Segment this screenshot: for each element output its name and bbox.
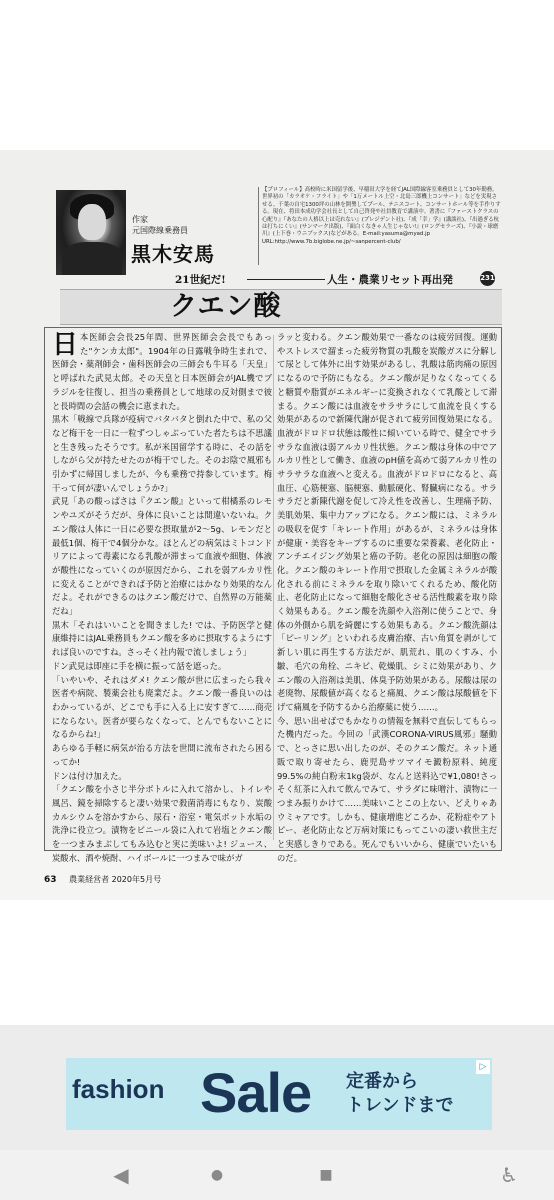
article-paragraph: 黒木「それはいいことを聞きました! では、予防医学と健康維持にはJAL乗務員もクエン酸を多めに摂取するようにすれば良いのですね。さっそく社内報で流しましょう」 xyxy=(52,619,272,658)
series-rule xyxy=(247,279,325,280)
ad-banner[interactable] xyxy=(66,1058,492,1130)
series-number-badge: 231 xyxy=(480,271,495,286)
series-label: 21世紀だ! xyxy=(175,274,226,286)
adchoices-icon[interactable]: ▷ xyxy=(476,1060,490,1074)
publication-name: 農業経営者 2020年5月号 xyxy=(69,875,162,884)
ad-copy-line1: 定番から xyxy=(346,1071,418,1092)
author-role-line2: 元国際線乗務員 xyxy=(132,226,188,235)
article-column-right xyxy=(277,331,497,863)
drop-cap: 日 xyxy=(52,330,79,360)
top-blank-area xyxy=(0,0,554,150)
article-paragraph: 本医師会会長25年間、世界医師会会長でもあった"ケンカ太郎"。1904年の日露戦争時生まれで、医師会・薬剤師会・歯科医師会の三師会も牛耳る「天皇」と呼ばれた武見太郎。その天皇と日本医師会がJAL機でブラジルを往復し、担当の乗務員として地球の反対側まで彼と長時間の会話の機会に恵まれた。 xyxy=(52,332,272,411)
ad-sale-text: Sale xyxy=(200,1061,312,1124)
ad-copy-line2: トレンドまで xyxy=(346,1095,454,1116)
back-icon[interactable]: ◀ xyxy=(113,1163,129,1187)
article-paragraph: ドン武見は即座に手を横に振って話を遮った。 xyxy=(52,660,227,671)
accessibility-icon[interactable]: ♿ xyxy=(500,1163,518,1187)
article-paragraph: 今、思い出せばでもかなりの情報を無料で直伝してもらった機内だった。今回の「武漢CORONA-VIRUS風邪」騒動で、とっさに思い出したのが、そのクエン酸だ。ネット通販で取り寄せたら、鹿児島サツマイモ澱粉原料、純度99.5%の純白粉末1kg袋が、なんと送料込で¥1,080!さっそく紅茶に入れて飲んでみて、サラダに味噌汁、漬物に一つまみ振りかけて……美味いことこの上ない、どえりゃあウミャアです。しかも、健康増進どころか、花粉症やアトピー、老化防止など万病対策にもってこいの凄い救世主だと実感しきりである。死んでもいいから、健康でいたいものだ。 xyxy=(277,715,497,863)
system-nav-bar xyxy=(0,1150,554,1200)
author-name: 黒木安馬 xyxy=(131,242,215,266)
article-paragraph: 「いやいや、それはダメ! クエン酸が世に広まったら我々医者や病院、製薬会社も廃業だよ。クエン酸一番良いのはわかっているが、どこでも手に入る上に安すぎて……商売にならない。医者が要らなくなって、とんでもないことになるからね!」 xyxy=(52,674,272,740)
author-role-line1: 作家 xyxy=(132,215,148,224)
ad-copy xyxy=(346,1070,454,1118)
article-paragraph: 「クエン酸を小さじ半分ボトルに入れて溶かし、トイレや風呂、鏡を掃除すると凄い効果で殺菌消毒にもなり、炭酸カルシウムを溶かすから、尿石・浴室・電気ポット水垢の洗浄に役立つ。漬物をビニール袋に入れて岩塩とクエン酸を一つまみまぶしてもみ込むと実に美味いよ! ジュース、炭酸水、酒や焼酎、ハイボールに一つまみで味がガ xyxy=(52,784,272,863)
ad-brand: fashion xyxy=(72,1074,165,1104)
author-profile: 【プロフィール】高校時に米国留学後、早稲田大学を経てJAL国際線客室乗務員として30年勤務。世界初の「カラオケ・フライト」や「1万メートル上空・北島三郎機上コンサート」などを実現させる。千葉の自宅1300坪の山林を開墾してプール、テニスコート、コンサートホール等を手作りする。現在、将田本成功学会社長として自己啓発や社員教育で講演中。著書に『ファーストクラスの心配り』『あなたの人格以上は売れない』(プレジデント社)、『成「幸」学』(講談社)、『出過ぎる杭は打ちにくい』(サンマーク出版)、『面白くなきゃ人生じゃない!』(ロングセラーズ)、『小説・球磨川』(上下巻・ウニブックス)などがある。E-mail:yasuma@myad.jp URL:http://www.7b.biglobe.ne.jp/~sanpercent-club/ xyxy=(258,187,502,265)
series-title: 人生・農業リセット再出発 xyxy=(327,274,453,286)
column-divider xyxy=(273,335,274,840)
author-role xyxy=(132,214,188,236)
author-photo xyxy=(56,190,126,275)
article-paragraph: 武見「あの酸っぱさは『クエン酸』といって柑橘系のレモンやユズがそうだが、身体に良いことは間違いないね。クエン酸は人体に一日に必要な摂取量が2〜5g、レモンだと最低1個、梅干で4個分かな。ほとんどの病気はミトコンドリアによって毒素になる乳酸が滞まって血液や細胞、体液が酸性になっていくのが原因だから、これを弱アルカリ性に変えることができれば予防と治療にはかなり効果的なんだよ。それができるのはクエン酸だけで、自然界の万能薬だね」 xyxy=(52,496,272,617)
article-paragraph: ラッと変わる。クエン酸効果で一番なのは疲労回復。運動やストレスで溜まった疲労物質の乳酸を炭酸ガスに分解して尿として体外に出す効果があるし、乳酸は筋肉痛の原因になるので予防にもなる。クエン酸が足りなくなってくると糖質や脂質がエネルギーに変換されなくて乳酸として滞まる。クエン酸には血液をサラサラにして血流を良くする効果があるので新陳代謝が促されて疲労回復効果になる。血液がドロドロ状態は酸性に傾いている時で、健全でサラサラな血液は弱アルカリ性状態。クエン酸は身体の中でアルカリ性として働き、血液のpH値を高めて弱アルカリ性のサラサラな血液へと変える。血液がドロドロになると、高血圧、心筋梗塞、脳梗塞、動脈硬化、腎臓病になる。サラサラだと新陳代謝を促して冷え性を改善し、生理痛予防、美肌効果、集中力アップになる。クエン酸には、ミネラルの吸収を促す「キレート作用」があるが、ミネラルは身体が健康・美容をキープするのに重要な栄養素、老化防止・アンチエイジング効果と癌の予防。老化の原因は細胞の酸化。クエン酸のキレート作用で摂取した金属ミネラルが酸化される前にミネラルを取り除いてくれるため、酸化防止、老化防止になって細胞を酸化させる活性酸素を取り除く効果もある。クエン酸を洗顔や入浴剤に使うことで、身体の外側から肌を綺麗にする効果もある。クエン酸洗顔は「ピーリング」といわれる皮膚治療、古い角質を剥がして新しい肌に再生する方法だが、肌荒れ、肌のくすみ、小皺、毛穴の角栓、ニキビ、乾燥肌、シミに効果があり、クエン酸の入浴剤は美肌、体臭予防効果がある。尿酸は尿の老廃物、尿酸値が高くなると痛風、クエン酸は尿酸値を下げて痛風を予防するから治療薬に使う……。 xyxy=(277,332,497,712)
article-column-left xyxy=(52,330,272,863)
series-header xyxy=(175,270,499,288)
recent-apps-icon[interactable]: ■ xyxy=(319,1167,333,1183)
article-paragraph: ドンは付け加えた。 xyxy=(52,770,127,781)
page-footer xyxy=(44,874,161,885)
headline: クエン酸 xyxy=(170,291,282,322)
article-paragraph: あらゆる手軽に病気が治る方法を世間に流布されたら困るってか! xyxy=(52,743,272,767)
home-icon[interactable]: ● xyxy=(210,1167,224,1183)
article-paragraph: 黒木「戦線で兵隊が疫病でバタバタと倒れた中で、私の父など梅干を一日に一粒ずつしゃぶっていた者たちは不思議と生き残ったそうです。私が米国留学する時に、その話をしながら父が持たせたのが梅干でした。そのお陰で風邪も引かずに帰国しましたが、今も乗務で持参しています。梅干って何が凄いんでしょうか?」 xyxy=(52,414,272,493)
page-number: 63 xyxy=(44,875,57,885)
